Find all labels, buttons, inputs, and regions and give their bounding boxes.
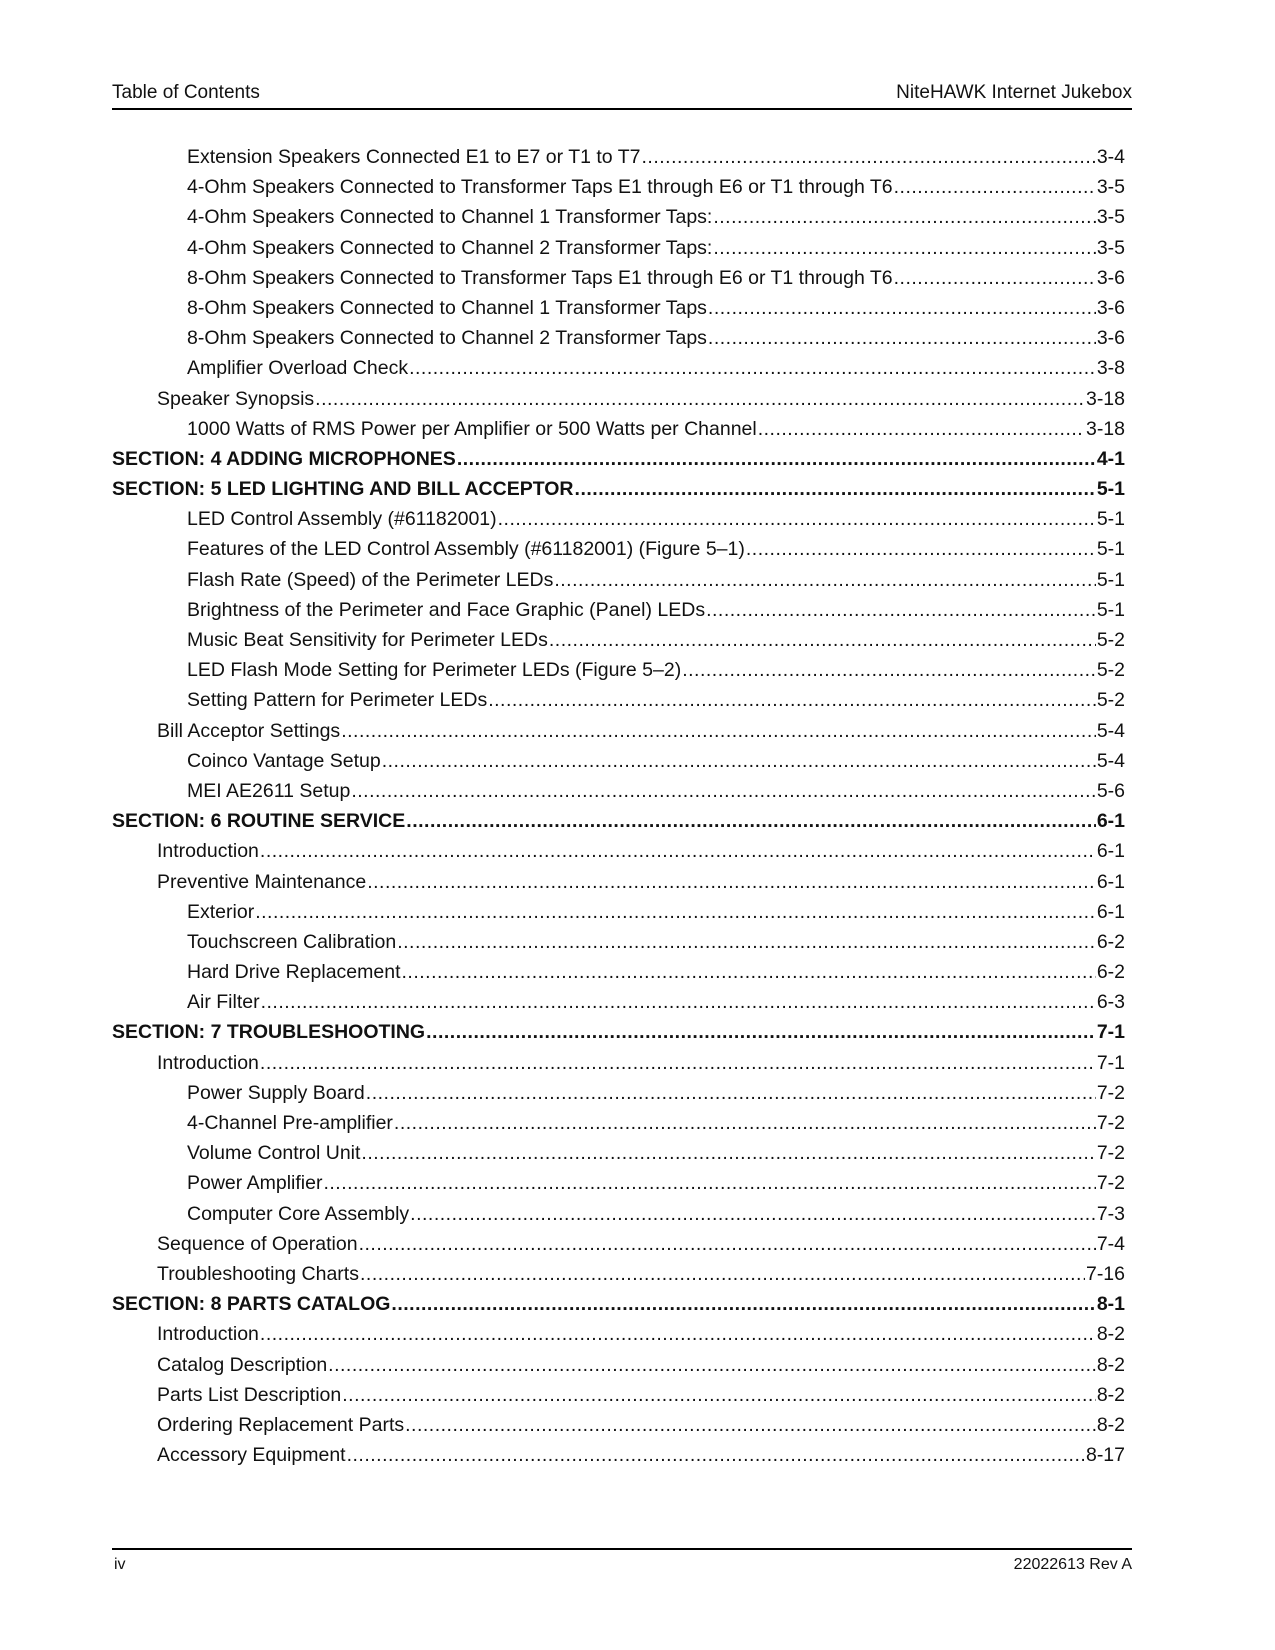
toc-entry-page: 3-5 [1096, 176, 1125, 199]
toc-entry-title: Amplifier Overload Check [187, 357, 409, 380]
toc-entry[interactable] [112, 327, 1125, 357]
toc-dot-leader [410, 1203, 1096, 1226]
toc-entry[interactable] [112, 388, 1125, 418]
toc-entry-page: 5-1 [1096, 538, 1125, 561]
toc-dot-leader [641, 146, 1095, 169]
toc-entry-title: Flash Rate (Speed) of the Perimeter LEDs [187, 568, 554, 591]
toc-entry-page: 8-2 [1096, 1353, 1125, 1376]
toc-entry-page: 8-17 [1085, 1444, 1125, 1467]
toc-dot-leader [328, 1354, 1096, 1377]
toc-entry-title: Extension Speakers Connected E1 to E7 or T1 to T7 [187, 146, 641, 168]
toc-entry-title: 1000 Watts of RMS Power per Amplifier or 500 Watts per Channel [187, 417, 757, 440]
toc-entry[interactable] [112, 538, 1125, 568]
toc-entry-title: SECTION: 4 ADDING MICROPHONES [112, 447, 456, 470]
toc-dot-leader [894, 267, 1096, 290]
toc-entry[interactable] [112, 1142, 1125, 1172]
toc-dot-leader [360, 1263, 1085, 1286]
toc-section-entry[interactable] [112, 478, 1125, 508]
toc-entry-title: Speaker Synopsis [157, 387, 315, 410]
toc-entry-title: Preventive Maintenance [157, 870, 367, 893]
toc-entry-title: LED Control Assembly (#61182001) [187, 508, 497, 531]
toc-dot-leader [341, 720, 1096, 743]
toc-entry[interactable] [112, 508, 1125, 538]
toc-dot-leader [315, 388, 1085, 411]
toc-dot-leader [758, 418, 1085, 441]
toc-entry[interactable] [112, 1384, 1125, 1414]
toc-entry[interactable] [112, 1082, 1125, 1112]
toc-entry-title: 8-Ohm Speakers Connected to Channel 1 Transformer Taps [187, 296, 707, 319]
toc-dot-leader [367, 871, 1096, 894]
toc-entry[interactable] [112, 629, 1125, 659]
toc-entry[interactable] [112, 418, 1125, 448]
toc-entry-page: 3-18 [1085, 417, 1125, 440]
toc-dot-leader [260, 1052, 1096, 1075]
toc-entry-page: 6-2 [1096, 961, 1125, 984]
toc-dot-leader [394, 1112, 1096, 1135]
toc-entry-page: 7-2 [1096, 1142, 1125, 1165]
toc-entry[interactable] [112, 599, 1125, 629]
toc-entry[interactable] [112, 146, 1125, 176]
toc-dot-leader [359, 1233, 1096, 1256]
toc-entry-title: Music Beat Sensitivity for Perimeter LEDs [187, 629, 548, 651]
toc-entry[interactable] [112, 176, 1125, 206]
toc-section-entry[interactable] [112, 1021, 1125, 1051]
toc-entry-title: Power Supply Board [187, 1081, 365, 1104]
toc-entry[interactable] [112, 750, 1125, 780]
toc-entry[interactable] [112, 569, 1125, 599]
toc-dot-leader [402, 961, 1096, 984]
toc-entry[interactable] [112, 871, 1125, 901]
toc-entry-title: Touchscreen Calibration [187, 930, 397, 953]
toc-entry-page: 7-3 [1096, 1202, 1125, 1225]
toc-entry-title: MEI AE2611 Setup [187, 779, 351, 802]
toc-entry-title: 8-Ohm Speakers Connected to Transformer Taps E1 through E6 or T1 through T6 [187, 266, 893, 289]
toc-entry-title: Introduction [157, 1051, 259, 1074]
toc-entry-page: 5-4 [1096, 749, 1125, 772]
toc-entry-page: 7-1 [1096, 1051, 1125, 1074]
toc-entry-page: 6-2 [1096, 930, 1125, 953]
toc-dot-leader [351, 780, 1095, 803]
toc-dot-leader [260, 1323, 1096, 1346]
toc-entry[interactable] [112, 1323, 1125, 1353]
toc-entry-page: 5-2 [1096, 689, 1125, 712]
toc-entry[interactable] [112, 689, 1125, 719]
toc-entry-title: 8-Ohm Speakers Connected to Channel 2 Transformer Taps [187, 327, 707, 350]
toc-entry-title: Bill Acceptor Settings [157, 719, 341, 742]
toc-entry-title: Volume Control Unit [187, 1142, 361, 1165]
toc-entry-page: 7-2 [1096, 1172, 1125, 1195]
toc-entry[interactable] [112, 1354, 1125, 1384]
toc-section-entry[interactable] [112, 810, 1125, 840]
toc-entry[interactable] [112, 840, 1125, 870]
toc-entry-page: 3-8 [1096, 357, 1125, 380]
toc-entry-page: 5-6 [1096, 779, 1125, 802]
toc-entry-page: 8-1 [1096, 1293, 1125, 1316]
toc-entry-title: Accessory Equipment [157, 1444, 346, 1467]
toc-dot-leader [406, 810, 1096, 833]
toc-entry-page: 3-5 [1096, 206, 1125, 229]
toc-entry[interactable] [112, 1233, 1125, 1263]
toc-entry-title: Parts List Description [157, 1383, 342, 1406]
header-section-title: Table of Contents [112, 82, 260, 103]
toc-entry[interactable] [112, 991, 1125, 1021]
toc-entry[interactable] [112, 720, 1125, 750]
toc-entry-page: 6-3 [1096, 991, 1125, 1014]
toc-section-entry[interactable] [112, 448, 1125, 478]
page-footer [112, 1548, 1132, 1578]
toc-entry-title: 4-Ohm Speakers Connected to Channel 1 Transformer Taps: [187, 206, 713, 229]
toc-entry-page: 6-1 [1096, 870, 1125, 893]
toc-entry-title: Brightness of the Perimeter and Face Graphic (Panel) LEDs [187, 598, 706, 621]
toc-entry-page: 3-18 [1085, 387, 1125, 410]
toc-entry-title: 4-Channel Pre-amplifier [187, 1112, 393, 1134]
toc-dot-leader [366, 1082, 1096, 1105]
toc-entry[interactable] [112, 931, 1125, 961]
toc-entry-title: Troubleshooting Charts [157, 1262, 359, 1285]
toc-entry[interactable] [112, 206, 1125, 236]
toc-entry-page: 8-2 [1096, 1413, 1125, 1436]
toc-dot-leader [342, 1384, 1096, 1407]
toc-dot-leader [397, 931, 1096, 954]
toc-entry-page: 3-5 [1096, 236, 1125, 259]
toc-dot-leader [260, 840, 1096, 863]
toc-entry-page: 6-1 [1096, 900, 1125, 923]
toc-entry[interactable] [112, 961, 1125, 991]
toc-dot-leader [498, 508, 1096, 531]
toc-entry-title: Introduction [157, 1323, 259, 1346]
toc-dot-leader [382, 750, 1096, 773]
toc-entry[interactable] [112, 1444, 1125, 1474]
toc-dot-leader [457, 448, 1096, 471]
toc-entry[interactable] [112, 1052, 1125, 1082]
toc-entry[interactable] [112, 297, 1125, 327]
footer-page-number: iv [114, 1556, 126, 1573]
toc-entry[interactable] [112, 237, 1125, 267]
toc-section-entry[interactable] [112, 1293, 1125, 1323]
toc-entry-page: 7-2 [1096, 1112, 1125, 1134]
toc-dot-leader [554, 569, 1095, 592]
toc-entry-title: LED Flash Mode Setting for Perimeter LEDs (Figure 5–2) [187, 659, 682, 682]
toc-entry[interactable] [112, 659, 1125, 689]
toc-entry-title: Air Filter [187, 991, 260, 1014]
toc-dot-leader [682, 659, 1096, 682]
toc-dot-leader [708, 327, 1096, 350]
toc-entry[interactable] [112, 780, 1125, 810]
toc-entry-page: 5-1 [1096, 598, 1125, 621]
toc-dot-leader [426, 1021, 1096, 1044]
toc-entry-page: 4-1 [1096, 447, 1125, 470]
toc-entry-page: 7-4 [1096, 1232, 1125, 1255]
toc-entry[interactable] [112, 1414, 1125, 1444]
toc-dot-leader [706, 599, 1096, 622]
toc-dot-leader [549, 629, 1096, 652]
toc-entry-page: 3-4 [1096, 146, 1125, 168]
toc-dot-leader [405, 1414, 1096, 1437]
toc-entry-page: 5-2 [1096, 659, 1125, 682]
toc-entry[interactable] [112, 1112, 1125, 1142]
toc-entry[interactable] [112, 1172, 1125, 1202]
toc-entry-title: Coinco Vantage Setup [187, 749, 381, 772]
toc-entry-page: 5-1 [1096, 508, 1125, 531]
toc-entry-title: Power Amplifier [187, 1172, 323, 1195]
toc-entry-title: Catalog Description [157, 1353, 328, 1376]
toc-entry-title: Ordering Replacement Parts [157, 1413, 405, 1436]
toc-entry-page: 6-1 [1096, 840, 1125, 863]
table-of-contents [112, 146, 1125, 1474]
toc-dot-leader [894, 176, 1096, 199]
toc-dot-leader [746, 538, 1096, 561]
toc-entry-page: 3-6 [1096, 327, 1125, 350]
toc-dot-leader [713, 237, 1095, 260]
toc-entry-page: 7-2 [1096, 1081, 1125, 1104]
toc-entry-title: 4-Ohm Speakers Connected to Channel 2 Transformer Taps: [187, 236, 713, 259]
toc-dot-leader [488, 689, 1096, 712]
toc-entry-page: 5-2 [1096, 629, 1125, 651]
toc-entry[interactable] [112, 901, 1125, 931]
toc-entry[interactable] [112, 267, 1125, 297]
toc-entry-title: Computer Core Assembly [187, 1202, 410, 1225]
toc-entry-page: 6-1 [1096, 810, 1125, 833]
toc-entry-page: 5-4 [1096, 719, 1125, 742]
toc-entry-page: 5-1 [1096, 568, 1125, 591]
toc-dot-leader [255, 901, 1096, 924]
footer-document-number: 22022613 Rev A [1013, 1556, 1132, 1573]
toc-entry-page: 3-6 [1096, 296, 1125, 319]
toc-entry-title: SECTION: 7 TROUBLESHOOTING [112, 1021, 426, 1044]
toc-dot-leader [347, 1444, 1085, 1467]
toc-entry[interactable] [112, 357, 1125, 387]
header-document-title: NiteHAWK Internet Jukebox [896, 82, 1132, 103]
toc-entry-title: Features of the LED Control Assembly (#61182001) (Figure 5–1) [187, 538, 745, 561]
toc-entry-title: SECTION: 8 PARTS CATALOG [112, 1293, 391, 1316]
toc-entry-page: 8-2 [1096, 1323, 1125, 1346]
toc-entry-page: 3-6 [1096, 266, 1125, 289]
toc-dot-leader [708, 297, 1096, 320]
toc-entry-page: 7-16 [1085, 1262, 1125, 1285]
toc-dot-leader [261, 991, 1096, 1014]
toc-entry-title: Sequence of Operation [157, 1232, 358, 1255]
toc-entry-title: SECTION: 5 LED LIGHTING AND BILL ACCEPTOR [112, 478, 574, 501]
toc-entry-page: 8-2 [1096, 1383, 1125, 1406]
toc-entry[interactable] [112, 1203, 1125, 1233]
toc-entry-title: SECTION: 6 ROUTINE SERVICE [112, 810, 406, 833]
toc-entry-page: 5-1 [1096, 478, 1125, 501]
toc-dot-leader [361, 1142, 1095, 1165]
page-header [112, 80, 1132, 110]
toc-dot-leader [713, 206, 1095, 229]
toc-entry-title: Setting Pattern for Perimeter LEDs [187, 689, 488, 712]
toc-entry-title: 4-Ohm Speakers Connected to Transformer Taps E1 through E6 or T1 through T6 [187, 176, 893, 199]
toc-entry-title: Exterior [187, 900, 255, 923]
toc-dot-leader [409, 357, 1096, 380]
toc-entry-title: Introduction [157, 840, 259, 863]
toc-dot-leader [575, 478, 1096, 501]
toc-entry-page: 7-1 [1096, 1021, 1125, 1044]
toc-entry[interactable] [112, 1263, 1125, 1293]
toc-dot-leader [323, 1172, 1095, 1195]
toc-entry-title: Hard Drive Replacement [187, 961, 401, 984]
toc-dot-leader [391, 1293, 1095, 1316]
